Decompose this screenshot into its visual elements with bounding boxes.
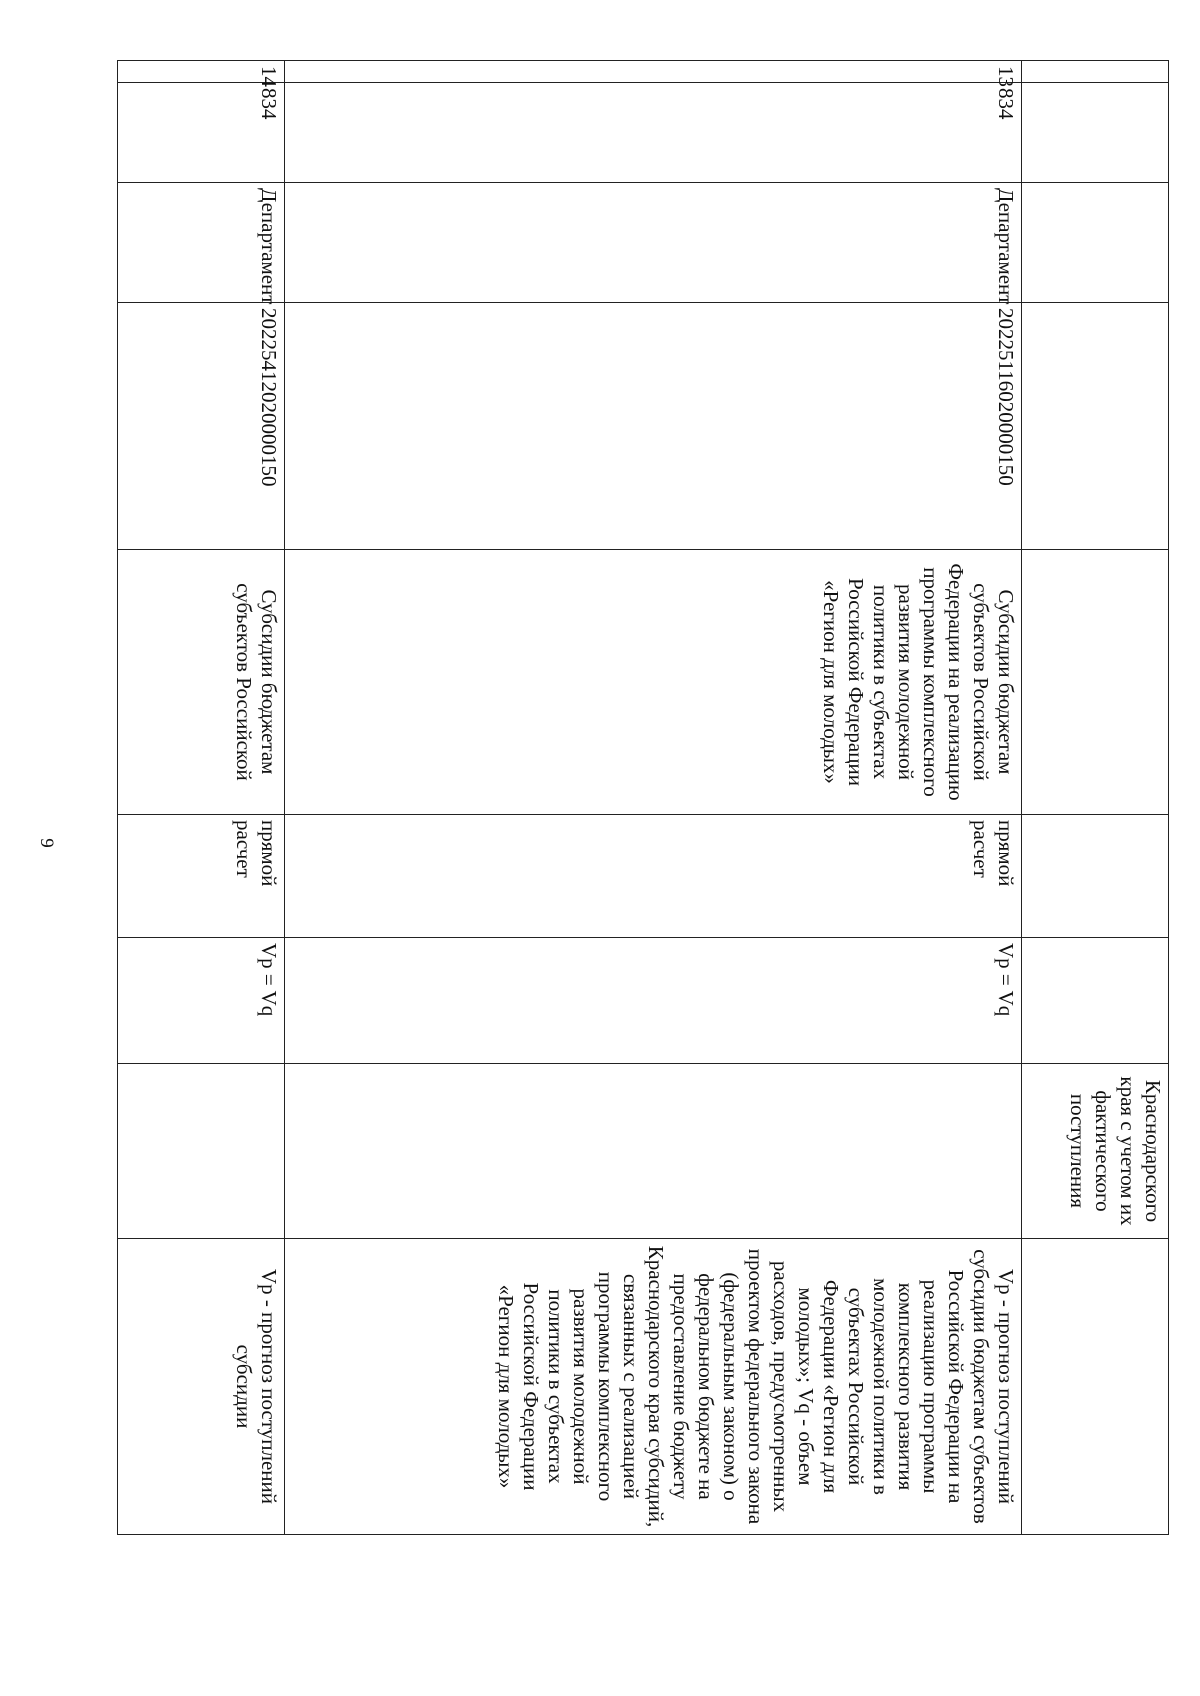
header-cell-source: Краснодарского края с учетом их фактического поступления	[1022, 1064, 1169, 1239]
description: Vp - прогноз поступлений субсидии бюджетам субъектов Российской Федерации на реализацию программы комплексного развития молодежной политики в субъектах Российской Федерации «Регион для молодых»; Vq - объем расходов, предусмотренных проектом федерального закона (федеральным законом) о федеральном бюджете на предоставление бюджету Краснодарского края субсидий, связанных с реализацией программы комплексного развития молодежной политики в субъектах Российской Федерации «Регион для молодых»	[285, 1239, 1022, 1535]
admin-name: Департамент	[118, 183, 285, 303]
table-header-continuation	[1022, 61, 1169, 1535]
revenue-name: Субсидии бюджетам субъектов Российской	[118, 550, 285, 815]
formula: Vp = Vq	[285, 938, 1022, 1064]
note	[118, 1064, 285, 1239]
calc-method: прямой расчет	[118, 815, 285, 938]
header-cell	[1022, 183, 1169, 303]
header-cell	[1022, 61, 1169, 83]
revenue-forecast-table	[117, 60, 1169, 1535]
row-number: 14	[118, 61, 285, 83]
header-cell	[1022, 303, 1169, 550]
kbk-code: 20225412020000150	[118, 303, 285, 550]
table-wrapper	[119, 60, 1169, 1534]
formula: Vp = Vq	[118, 938, 285, 1064]
header-cell	[1022, 83, 1169, 183]
rotated-table-container	[119, 60, 1169, 1534]
admin-name: Департамент	[285, 183, 1022, 303]
page-number: 9	[35, 838, 57, 848]
revenue-name: Субсидии бюджетам субъектов Российской Федерации на реализацию программы комплексного развития молодежной политики в субъектах Российской Федерации «Регион для молодых»	[285, 550, 1022, 815]
header-cell	[1022, 1239, 1169, 1535]
header-cell	[1022, 815, 1169, 938]
header-cell	[1022, 550, 1169, 815]
header-cell	[1022, 938, 1169, 1064]
table-row	[118, 61, 285, 1535]
row-number: 13	[285, 61, 1022, 83]
table-row	[285, 61, 1022, 1535]
kbk-code: 20225116020000150	[285, 303, 1022, 550]
admin-code: 834	[285, 83, 1022, 183]
admin-code: 834	[118, 83, 285, 183]
note	[285, 1064, 1022, 1239]
calc-method: прямой расчет	[285, 815, 1022, 938]
description: Vp - прогноз поступлений субсидии	[118, 1239, 285, 1535]
